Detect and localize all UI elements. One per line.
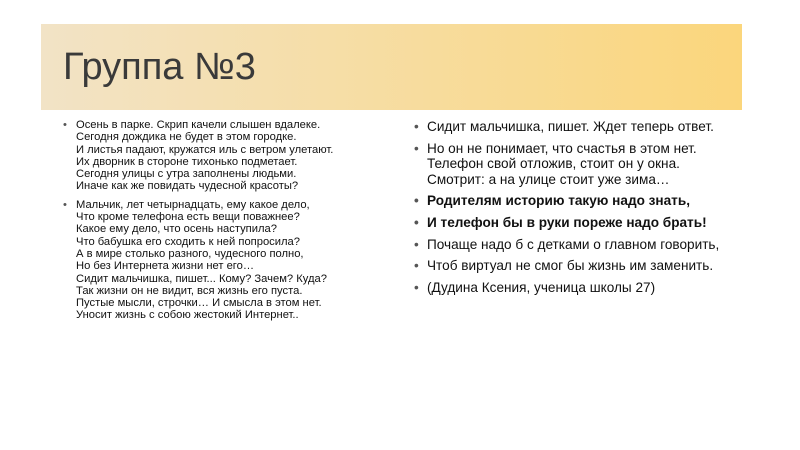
bullet-icon: • bbox=[414, 119, 419, 134]
bullet-icon: • bbox=[414, 140, 419, 156]
list-item bbox=[414, 280, 744, 296]
list-item bbox=[414, 237, 744, 253]
poem-line: Но он не понимает, что счастья в этом нет. Телефон свой отложив, стоит он у окна. Смотрит: а на улице стоит уже зима… bbox=[427, 140, 697, 187]
poem-stanza: Осень в парке. Скрип качели слышен вдалеке. Сегодня дождика не будет в этом городке. И листья падают, кружатся иль с ветром улетают. Их дворник в стороне тихонько подметает. Сегодня улицы с утра заполнены людьми. Иначе как же повидать чудесной красоты? bbox=[76, 119, 334, 193]
right-column bbox=[414, 119, 744, 301]
poem-line: Родителям историю такую надо знать, bbox=[427, 193, 690, 209]
left-column bbox=[63, 119, 393, 328]
poem-stanza: Мальчик, лет четырнадцать, ему какое дело, Что кроме телефона есть вещи поважнее? Какое ему дело, что осень наступила? Что бабушка его сходить к ней попросила? А в мире столько разного, чудесного полно, Но без Интернета жизни нет его… Сидит мальчишка, пишет... Кому? Зачем? Куда? Так жизни он не видит, вся жизнь его пуста. Пустые мысли, строчки… И смысла в этом нет. Уносит жизнь с собою жестокий Интернет.. bbox=[76, 198, 327, 322]
bullet-icon: • bbox=[414, 258, 419, 274]
poem-line: Почаще надо б с детками о главном говорить, bbox=[427, 236, 720, 252]
bullet-icon: • bbox=[414, 193, 419, 209]
list-item bbox=[63, 119, 393, 193]
slide-title: Группа №3 bbox=[63, 46, 256, 88]
list-item bbox=[414, 258, 744, 274]
list-item bbox=[414, 193, 744, 209]
poem-line: Сидит мальчишка, пишет. Ждет теперь ответ. bbox=[427, 119, 714, 134]
bullet-icon: • bbox=[63, 198, 67, 211]
list-item bbox=[63, 199, 393, 322]
poem-line: Чтоб виртуал не смог бы жизнь им заменить. bbox=[427, 258, 714, 274]
list-item bbox=[414, 215, 744, 231]
bullet-icon: • bbox=[63, 119, 67, 131]
poem-line: И телефон бы в руки пореже надо брать! bbox=[427, 214, 707, 230]
list-item bbox=[414, 119, 744, 135]
list-item bbox=[414, 141, 744, 188]
author-credit: (Дудина Ксения, ученица школы 27) bbox=[427, 279, 656, 295]
bullet-icon: • bbox=[414, 236, 419, 252]
bullet-icon: • bbox=[414, 214, 419, 230]
bullet-icon: • bbox=[414, 279, 419, 295]
